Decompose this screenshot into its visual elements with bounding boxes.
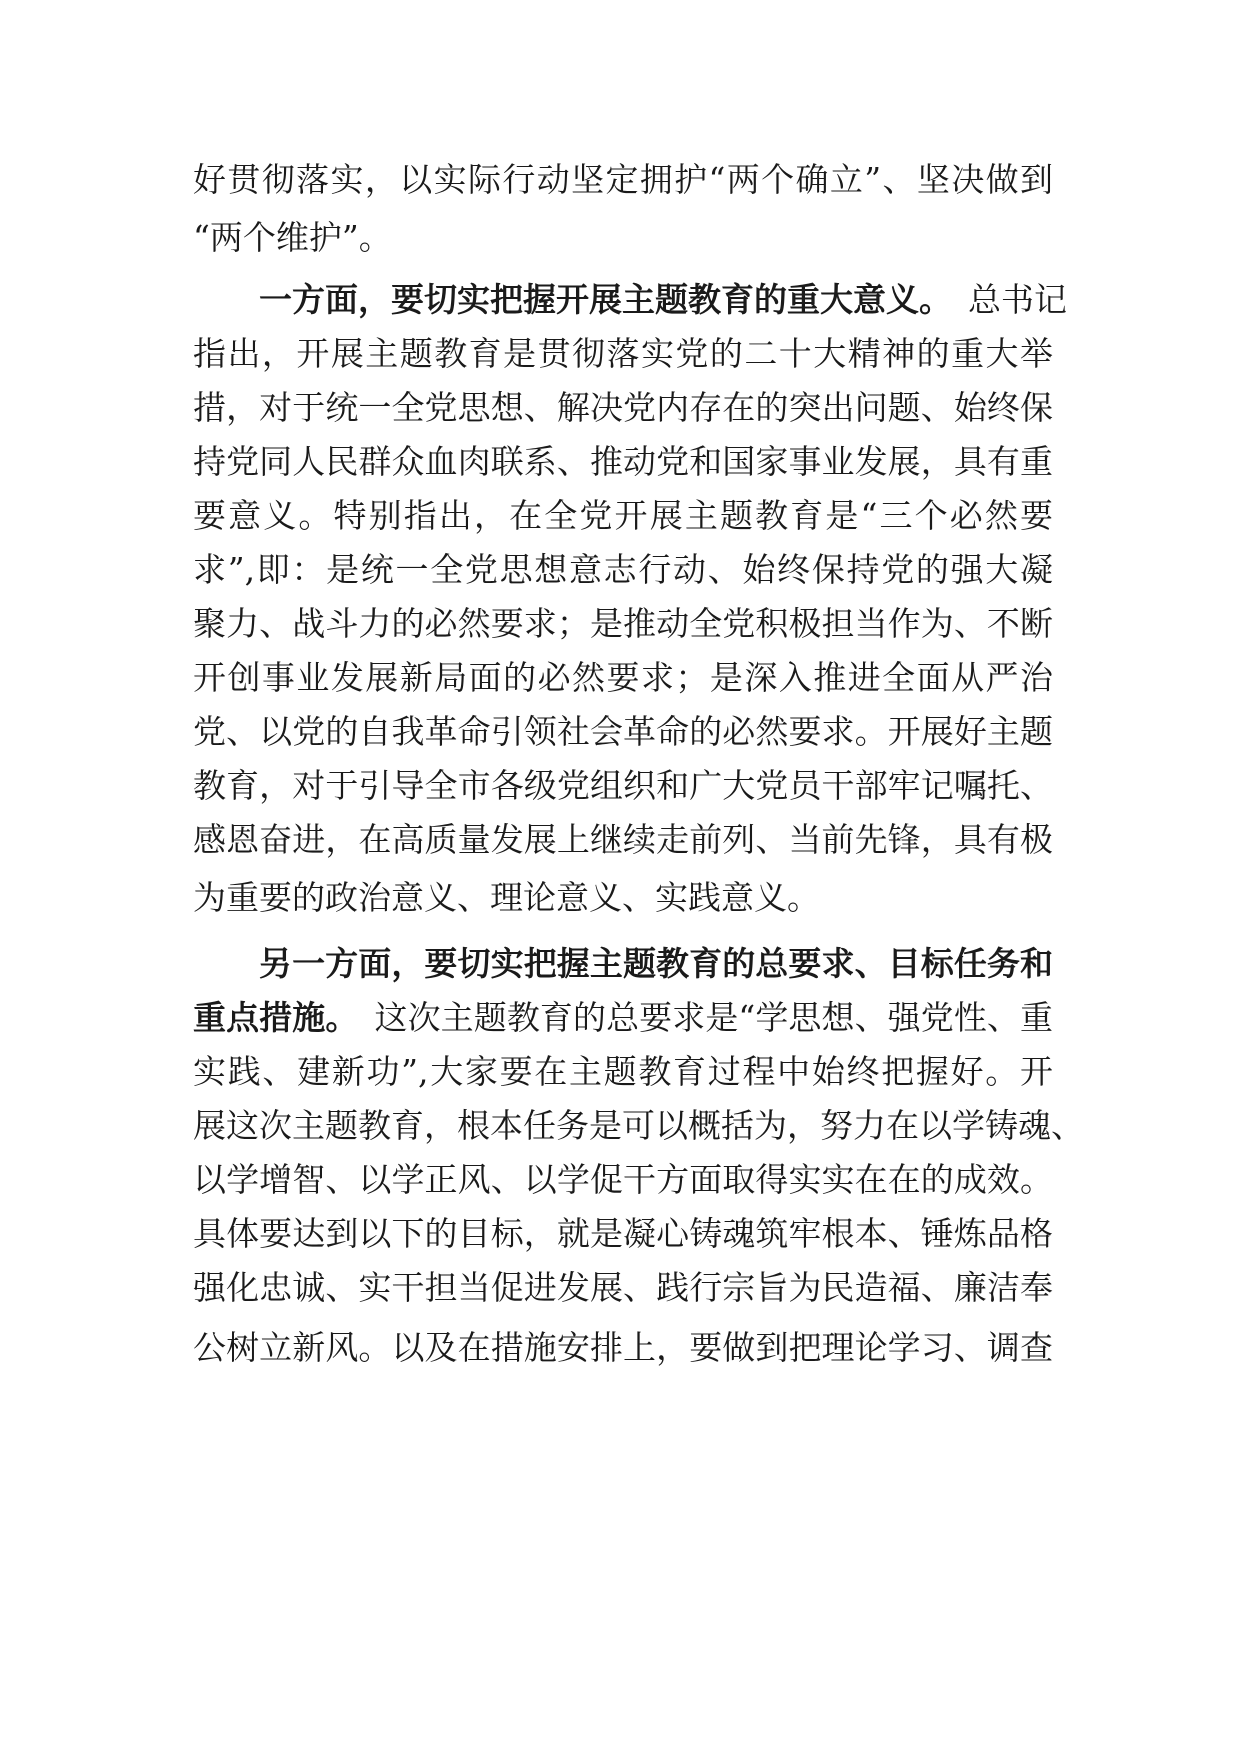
section-heading: 一方面，要切实把握开展主题教育的重大意义。 <box>259 280 952 319</box>
body-text-fragment: 总书记 <box>968 280 1067 319</box>
body-text-line: 党、以党的自我革命引领社会革命的必然要求。开展好主题 <box>193 712 1053 751</box>
body-text-line: “两个维护”。 <box>193 218 392 257</box>
body-text-fragment: 这次主题教育的总要求是“学思想、强党性、重 <box>374 998 1054 1037</box>
paragraph-first-line <box>259 276 1067 324</box>
body-text-line: 指出，开展主题教育是贯彻落实党的二十大精神的重大举 <box>193 334 1053 373</box>
body-text-line: 持党同人民群众血肉联系、推动党和国家事业发展，具有重 <box>193 442 1053 481</box>
body-text-line: 教育，对于引导全市各级党组织和广大党员干部牢记嘱托、 <box>193 766 1053 805</box>
section-heading-continuation: 重点措施。 <box>193 998 359 1037</box>
body-text-line: 好贯彻落实，以实际行动坚定拥护“两个确立”、坚决做到 <box>193 160 1053 199</box>
body-text-line: 具体要达到以下的目标，就是凝心铸魂筑牢根本、锤炼品格 <box>193 1214 1053 1253</box>
body-text-line: 措，对于统一全党思想、解决党内存在的突出问题、始终保 <box>193 388 1053 427</box>
body-text-line: 感恩奋进，在高质量发展上继续走前列、当前先锋，具有极 <box>193 820 1053 859</box>
body-text-line: 开创事业发展新局面的必然要求；是深入推进全面从严治 <box>193 658 1053 697</box>
body-text-line: 以学增智、以学正风、以学促干方面取得实实在在的成效。 <box>193 1160 1053 1199</box>
section-heading: 另一方面，要切实把握主题教育的总要求、目标任务和 <box>259 944 1053 983</box>
body-text-line: 求”,即：是统一全党思想意志行动、始终保持党的强大凝 <box>193 550 1053 589</box>
body-text-line: 聚力、战斗力的必然要求；是推动全党积极担当作为、不断 <box>193 604 1053 643</box>
body-text-line: 公树立新风。以及在措施安排上，要做到把理论学习、调查 <box>193 1328 1053 1367</box>
body-text-line: 展这次主题教育，根本任务是可以概括为，努力在以学铸魂、 <box>193 1106 1084 1145</box>
body-text-line: 实践、建新功”,大家要在主题教育过程中始终把握好。开 <box>193 1052 1053 1091</box>
body-text-line: 要意义。特别指出，在全党开展主题教育是“三个必然要 <box>193 496 1053 535</box>
body-text-line: 强化忠诚、实干担当促进发展、践行宗旨为民造福、廉洁奉 <box>193 1268 1053 1307</box>
paragraph-line-mixed <box>193 994 1053 1042</box>
body-text-line: 为重要的政治意义、理论意义、实践意义。 <box>193 878 820 917</box>
